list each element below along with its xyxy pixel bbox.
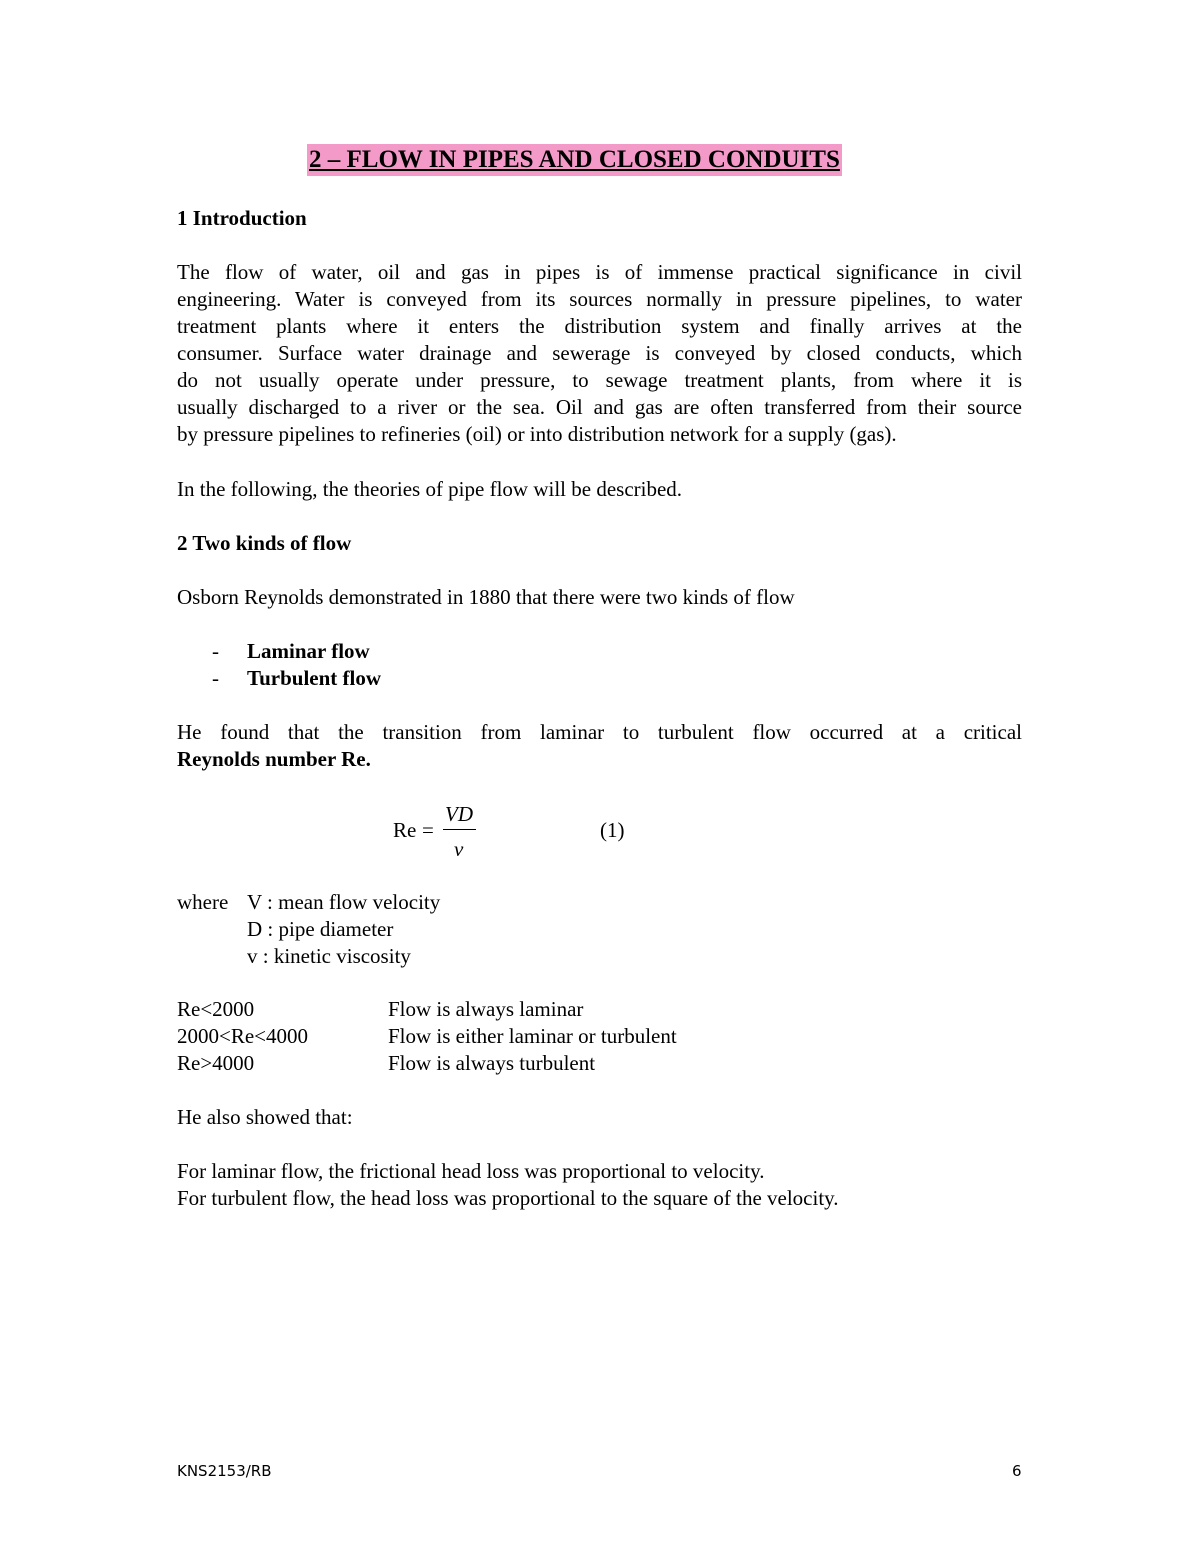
paragraph-line: He found that the transition from laminar to turbulent flow occurred at a critical [177,720,1022,744]
bullet-turbulent-flow: Turbulent flow [247,666,382,690]
section-heading-two-kinds-of-flow: 2 Two kinds of flow [177,531,352,555]
paragraph-line: treatment plants where it enters the distribution system and finally arrives at the [177,314,1022,338]
footer-course-code: KNS2153/RB [177,1462,272,1480]
equation-lhs: Re [393,818,417,842]
paragraph-line: usually discharged to a river or the sea. Oil and gas are often transferred from their source [177,395,1022,419]
introduction-paragraph [177,259,1022,448]
transition-paragraph [177,719,1022,773]
regime-condition: Re<2000 [177,997,255,1021]
regime-condition: 2000<Re<4000 [177,1024,309,1048]
section-heading-introduction: 1 Introduction [177,206,307,230]
page-title: 2 – FLOW IN PIPES AND CLOSED CONDUITS [307,144,842,176]
bullet-laminar-flow: Laminar flow [247,639,370,663]
paragraph-line: Reynolds number Re. [177,747,371,771]
paragraph-line: engineering. Water is conveyed from its sources normally in pressure pipelines, to water [177,287,1022,311]
conclusion-turbulent: For turbulent flow, the head loss was proportional to the square of the velocity. [177,1186,839,1210]
footer-page-number: 6 [1012,1462,1022,1480]
paragraph-line: by pressure pipelines to refineries (oil) or into distribution network for a supply (gas). [177,422,897,446]
equation-denominator: ν [454,837,464,861]
equation-number: (1) [600,818,625,842]
regime-description: Flow is always turbulent [388,1051,596,1075]
definition-diameter: D : pipe diameter [247,917,394,941]
definition-viscosity: v : kinetic viscosity [247,944,411,968]
fraction-bar [443,829,476,830]
regime-description: Flow is always laminar [388,997,584,1021]
paragraph-line: do not usually operate under pressure, to sewage treatment plants, from where it is [177,368,1022,392]
also-showed: He also showed that: [177,1105,353,1129]
paragraph-line: The flow of water, oil and gas in pipes is of immense practical significance in civil [177,260,1022,284]
conclusion-laminar: For laminar flow, the frictional head loss was proportional to velocity. [177,1159,765,1183]
equation-equals: = [422,818,434,842]
equation-numerator: VD [445,802,473,826]
regime-description: Flow is either laminar or turbulent [388,1024,677,1048]
reynolds-intro: Osborn Reynolds demonstrated in 1880 that there were two kinds of flow [177,585,795,609]
bullet-marker: - [212,666,219,690]
paragraph-line: consumer. Surface water drainage and sewerage is conveyed by closed conducts, which [177,341,1022,365]
following-paragraph: In the following, the theories of pipe flow will be described. [177,477,683,501]
regime-condition: Re>4000 [177,1051,255,1075]
where-label: where [177,890,229,914]
bullet-marker: - [212,639,219,663]
definition-velocity: V : mean flow velocity [247,890,441,914]
